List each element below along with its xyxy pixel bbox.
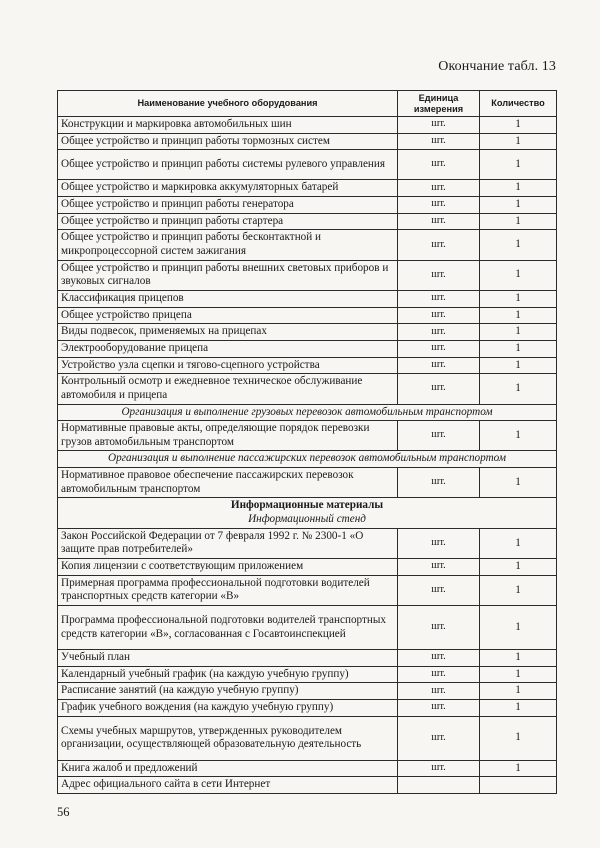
item-name: Копия лицензии с соответствующим приложением: [58, 559, 398, 576]
table-row: [58, 421, 557, 451]
item-qty: 1: [480, 650, 557, 667]
item-unit: [398, 777, 480, 794]
info-section-heading: [58, 498, 557, 528]
table-row: [58, 307, 557, 324]
table-row: [58, 528, 557, 558]
item-name: Расписание занятий (на каждую учебную группу): [58, 683, 398, 700]
header-qty: Количество: [480, 91, 557, 117]
item-name: Общее устройство и принцип работы генератора: [58, 196, 398, 213]
item-unit: шт.: [398, 421, 480, 451]
table-row: [58, 650, 557, 667]
item-name: Общее устройство и маркировка аккумуляторных батарей: [58, 180, 398, 197]
table-row: [58, 230, 557, 260]
table-row: [58, 683, 557, 700]
info-title: Информационные материалы: [230, 499, 384, 512]
item-unit: шт.: [398, 133, 480, 150]
table-row: [58, 357, 557, 374]
item-unit: шт.: [398, 340, 480, 357]
item-qty: 1: [480, 260, 557, 290]
item-qty: 1: [480, 196, 557, 213]
item-qty: 1: [480, 133, 557, 150]
item-unit: шт.: [398, 117, 480, 134]
table-row: [58, 559, 557, 576]
item-name: Классификация прицепов: [58, 290, 398, 307]
table-caption: Окончание табл. 13: [438, 59, 556, 74]
item-unit: шт.: [398, 528, 480, 558]
equipment-table: [57, 90, 557, 794]
table-row: [58, 260, 557, 290]
item-name: Нормативное правовое обеспечение пассажирских перевозок автомобильным транспортом: [58, 468, 398, 498]
section-row: [58, 498, 557, 528]
item-name: Книга жалоб и предложений: [58, 760, 398, 777]
section-heading-cargo: Организация и выполнение грузовых перевозок автомобильным транспортом: [58, 404, 557, 421]
item-qty: 1: [480, 340, 557, 357]
item-qty: 1: [480, 760, 557, 777]
item-name: Примерная программа профессиональной подготовки водителей транспортных средств категории «В»: [58, 575, 398, 605]
table-row: [58, 700, 557, 717]
item-qty: 1: [480, 117, 557, 134]
info-subtitle: Информационный стенд: [248, 513, 366, 526]
section-row: [58, 451, 557, 468]
item-qty: 1: [480, 324, 557, 341]
table-row: [58, 150, 557, 180]
item-unit: шт.: [398, 700, 480, 717]
item-qty: 1: [480, 180, 557, 197]
item-name: Учебный план: [58, 650, 398, 667]
item-qty: 1: [480, 700, 557, 717]
item-unit: шт.: [398, 180, 480, 197]
item-name: Общее устройство и принцип работы стартера: [58, 213, 398, 230]
item-name: Программа профессиональной подготовки водителей транспортных средств категории «В», согласованная с Госавтоинспекцией: [58, 606, 398, 650]
header-name: Наименование учебного оборудования: [58, 91, 398, 117]
item-qty: 1: [480, 230, 557, 260]
item-unit: шт.: [398, 575, 480, 605]
item-qty: 1: [480, 575, 557, 605]
item-name: Виды подвесок, применяемых на прицепах: [58, 324, 398, 341]
table-row: [58, 196, 557, 213]
item-unit: шт.: [398, 374, 480, 404]
item-qty: [480, 777, 557, 794]
table-row: [58, 374, 557, 404]
table-row: [58, 606, 557, 650]
item-qty: 1: [480, 606, 557, 650]
item-qty: 1: [480, 290, 557, 307]
item-qty: 1: [480, 683, 557, 700]
item-name: Устройство узла сцепки и тягово-сцепного устройства: [58, 357, 398, 374]
item-name: Общее устройство и принцип работы бесконтактной и микропроцессорной систем зажигания: [58, 230, 398, 260]
item-name: Общее устройство и принцип работы системы рулевого управления: [58, 150, 398, 180]
item-unit: шт.: [398, 716, 480, 760]
item-name: Общее устройство и принцип работы тормозных систем: [58, 133, 398, 150]
item-qty: 1: [480, 559, 557, 576]
item-unit: шт.: [398, 666, 480, 683]
table-row: [58, 760, 557, 777]
table-row: [58, 340, 557, 357]
item-unit: шт.: [398, 559, 480, 576]
item-unit: шт.: [398, 760, 480, 777]
table-row: [58, 290, 557, 307]
item-name: Общее устройство и принцип работы внешних световых приборов и звуковых сигналов: [58, 260, 398, 290]
item-unit: шт.: [398, 307, 480, 324]
table-row: [58, 716, 557, 760]
item-qty: 1: [480, 213, 557, 230]
section-row: [58, 404, 557, 421]
table-row: [58, 213, 557, 230]
item-qty: 1: [480, 716, 557, 760]
table-row: [58, 180, 557, 197]
item-name: Схемы учебных маршрутов, утвержденных руководителем организации, осуществляющей образовательную деятельность: [58, 716, 398, 760]
item-unit: шт.: [398, 230, 480, 260]
item-qty: 1: [480, 150, 557, 180]
item-qty: 1: [480, 357, 557, 374]
item-unit: шт.: [398, 196, 480, 213]
item-unit: шт.: [398, 606, 480, 650]
item-qty: 1: [480, 421, 557, 451]
header-unit: Единица измерения: [398, 91, 480, 117]
section-heading-passenger: Организация и выполнение пассажирских перевозок автомобильным транспортом: [58, 451, 557, 468]
item-unit: шт.: [398, 650, 480, 667]
page-number: 56: [57, 805, 70, 819]
item-qty: 1: [480, 528, 557, 558]
item-unit: шт.: [398, 150, 480, 180]
table-row: [58, 324, 557, 341]
table-row: [58, 468, 557, 498]
item-unit: шт.: [398, 213, 480, 230]
item-name: Закон Российской Федерации от 7 февраля 1992 г. № 2300-1 «О защите прав потребителей»: [58, 528, 398, 558]
table-row: [58, 666, 557, 683]
item-unit: шт.: [398, 468, 480, 498]
item-unit: шт.: [398, 357, 480, 374]
table-row: [58, 777, 557, 794]
item-name: График учебного вождения (на каждую учебную группу): [58, 700, 398, 717]
item-name: Конструкции и маркировка автомобильных шин: [58, 117, 398, 134]
item-name: Электрооборудование прицепа: [58, 340, 398, 357]
item-unit: шт.: [398, 290, 480, 307]
item-name: Контрольный осмотр и ежедневное техническое обслуживание автомобиля и прицепа: [58, 374, 398, 404]
table-row: [58, 133, 557, 150]
table-row: [58, 575, 557, 605]
item-name: Адрес официального сайта в сети Интернет: [58, 777, 398, 794]
item-qty: 1: [480, 374, 557, 404]
item-qty: 1: [480, 666, 557, 683]
item-qty: 1: [480, 307, 557, 324]
item-unit: шт.: [398, 260, 480, 290]
item-name: Календарный учебный график (на каждую учебную группу): [58, 666, 398, 683]
table-row: [58, 117, 557, 134]
item-qty: 1: [480, 468, 557, 498]
item-unit: шт.: [398, 324, 480, 341]
item-unit: шт.: [398, 683, 480, 700]
item-name: Нормативные правовые акты, определяющие порядок перевозки грузов автомобильным транспортом: [58, 421, 398, 451]
item-name: Общее устройство прицепа: [58, 307, 398, 324]
